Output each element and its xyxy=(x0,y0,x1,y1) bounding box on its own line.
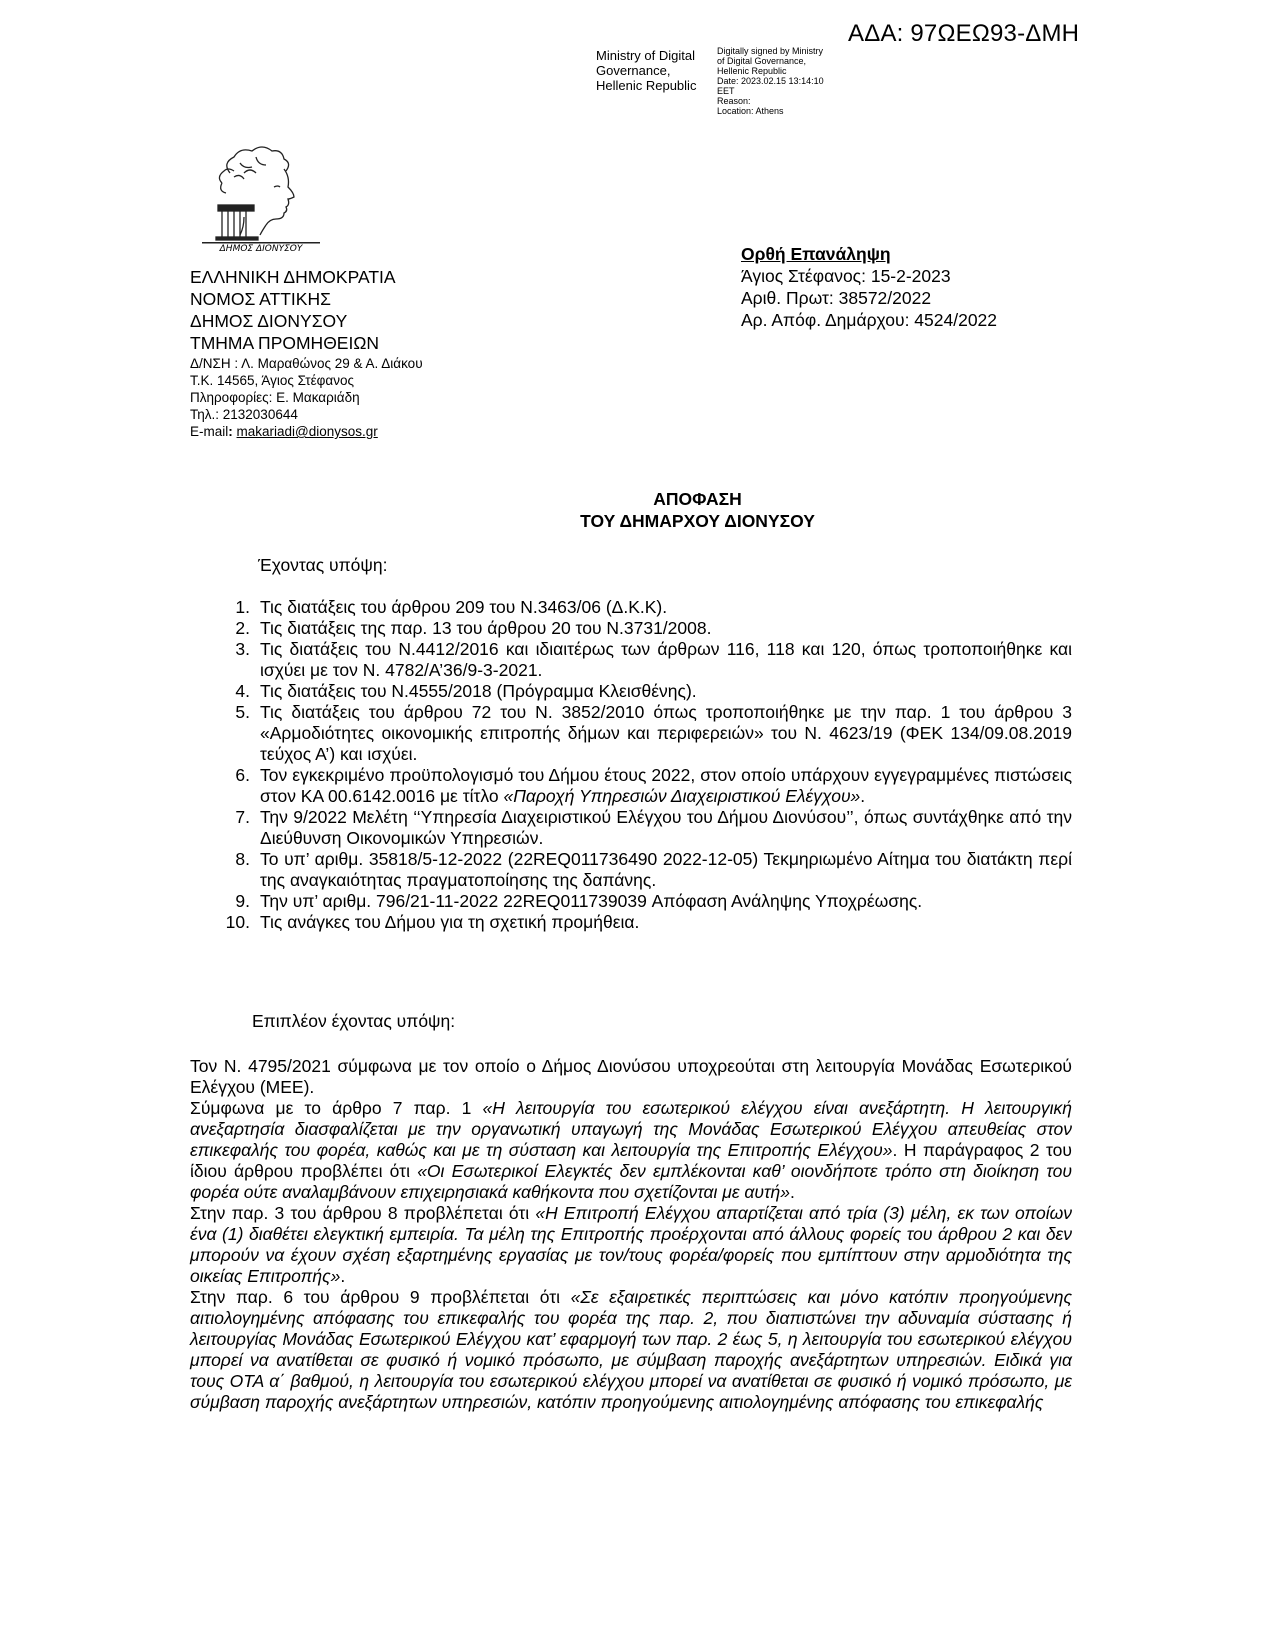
item-text: Τις διατάξεις της παρ. 13 του άρθρου 20 του Ν.3731/2008. xyxy=(260,618,712,638)
issuer-line: ΤΜΗΜΑ ΠΡΟΜΗΘΕΙΩΝ xyxy=(190,333,380,353)
email-line xyxy=(190,423,423,440)
issuer-header xyxy=(190,266,396,354)
quoted-law: «Η λειτουργία του εσωτερικού ελέγχου είναι ανεξάρτητη. Η λειτουργική ανεξαρτησία διασφαλίζεται με την οργανωτική υπαγωγή της Μονάδας Εσωτερικού Ελέγχου απευθείας στον επικεφαλής του φορέα, καθώς και με τη σύσταση και λειτουργία της Επιτροπής Ελέγχου» xyxy=(190,1098,1072,1160)
paragraph-text: Σύμφωνα με το άρθρο 7 παρ. 1 xyxy=(190,1098,483,1118)
list-item xyxy=(218,702,1072,765)
item-number: 9. xyxy=(235,891,250,911)
email-link[interactable]: makariadi@dionysos.gr xyxy=(236,424,378,439)
paragraph-text: . xyxy=(340,1266,346,1286)
item-text: Την υπ’ αριθμ. 796/21-11-2022 22REQ011739039 Απόφαση Ανάληψης Υποχρέωσης. xyxy=(260,891,923,911)
item-text: Τις διατάξεις του άρθρου 72 του Ν. 3852/2010 όπως τροποποιήθηκε με την παρ. 1 του άρθρου 3 «Αρμοδιότητες οικονομικής επιτροπής δήμων και περιφερειών» του Ν. 4623/19 (ΦΕΚ 134/09.08.2019 τεύχος Α’) και ισχύει. xyxy=(260,702,1072,764)
list-item xyxy=(218,681,1072,702)
item-number: 6. xyxy=(235,765,250,785)
list-item xyxy=(218,849,1072,891)
title-line: ΤΟΥ ΔΗΜΑΡΧΟΥ ΔΙΟΝΥΣΟΥ xyxy=(580,511,815,531)
item-text-plain: Τον εγκεκριμένο προϋπολογισμό του Δήμου έτους 2022, στον οποίο υπάρχουν εγγεγραμμένες πιστώσεις στον ΚΑ 00.6142.0016 με τίτλο xyxy=(260,765,1072,806)
signature-detail-line: EET xyxy=(717,86,735,96)
item-number: 8. xyxy=(235,849,250,869)
list-item xyxy=(218,891,1072,912)
item-text: Τις διατάξεις του άρθρου 209 του Ν.3463/06 (Δ.Κ.Κ). xyxy=(260,597,668,617)
address: Δ/ΝΣΗ : Λ. Μαραθώνος 29 & Α. Διάκου xyxy=(190,356,423,371)
item-text: Το υπ’ αριθμ. 35818/5-12-2022 (22REQ011736490 2022-12-05) Τεκμηριωμένο Αίτημα του διατάκτη περί της αναγκαιότητας πραγματοποίησης της δαπάνης. xyxy=(260,849,1072,890)
signature-org-line: Hellenic Republic xyxy=(596,78,697,93)
signature-detail-line: Reason: xyxy=(717,96,751,106)
signature-org-line: Governance, xyxy=(596,63,671,78)
budget-title: «Παροχή Υπηρεσιών Διαχειριστικού Ελέγχου» xyxy=(503,786,861,806)
item-text xyxy=(260,765,1072,807)
signature-detail-line: of Digital Governance, xyxy=(717,56,807,66)
signature-detail-line: Digitally signed by Ministry xyxy=(717,46,824,56)
dionysos-head-icon xyxy=(200,143,322,253)
body-text xyxy=(190,1056,1072,1413)
list-item xyxy=(218,765,1072,807)
paragraph-text: . Η παράγραφος 2 του ίδιου άρθρου προβλέπει ότι xyxy=(190,1140,1072,1181)
item-number: 7. xyxy=(235,807,250,827)
item-number: 5. xyxy=(235,702,250,722)
item-text: Τις διατάξεις του Ν.4555/2018 (Πρόγραμμα Κλεισθένης). xyxy=(260,681,697,701)
protocol-number: Αριθ. Πρωτ: 38572/2022 xyxy=(741,288,932,308)
item-number: 4. xyxy=(235,681,250,701)
logo-caption: ΔΗΜΟΣ ΔΙΟΝΥΣΟΥ xyxy=(219,244,303,253)
decision-number: Αρ. Απόφ. Δημάρχου: 4524/2022 xyxy=(741,310,998,330)
signature-org-line: Ministry of Digital xyxy=(596,48,695,63)
quoted-law: «Σε εξαιρετικές περιπτώσεις και μόνο κατόπιν προηγούμενης αιτιολογημένης απόφασης του επικεφαλής του φορέα της παρ. 2, που διαπιστώνει την αδυναμία σύστασης ή λειτουργίας Μονάδας Εσωτερικού Ελέγχου κατ’ εφαρμογή των παρ. 2 έως 5, η λειτουργία του εσωτερικού ελέγχου μπορεί να ανατίθεται σε φυσικό ή νομικό πρόσωπο, με σύμβαση παροχής ανεξάρτητων υπηρεσιών. Ειδικά για τους ΟΤΑ α΄ βαθμού, η λειτουργία του εσωτερικού ελέγχου μπορεί να ανατίθεται σε φυσικό ή νομικό πρόσωπο, με σύμβαση παροχής ανεξάρτητων υπηρεσιών, κατόπιν προηγούμενης αιτιολογημένης απόφασης του επικεφαλής xyxy=(190,1287,1072,1412)
phone: Τηλ.: 2132030644 xyxy=(190,407,298,422)
item-number: 3. xyxy=(235,639,250,659)
municipality-logo xyxy=(200,143,322,253)
paragraph-text: Στην παρ. 6 του άρθρου 9 προβλέπεται ότι xyxy=(190,1287,571,1307)
email-colon: : xyxy=(228,424,233,439)
paragraph xyxy=(190,1287,1072,1413)
considerations-intro: Έχοντας υπόψη: xyxy=(258,555,388,575)
item-text-end: . xyxy=(860,786,866,806)
paragraph xyxy=(190,1203,1072,1287)
item-number: 2. xyxy=(235,618,250,638)
issuer-line: ΝΟΜΟΣ ΑΤΤΙΚΗΣ xyxy=(190,289,331,309)
item-text: Τις ανάγκες του Δήμου για τη σχετική προμήθεια. xyxy=(260,912,640,932)
considerations-list xyxy=(218,597,1072,933)
correction-label: Ορθή Επανάληψη xyxy=(741,244,891,264)
signature-details xyxy=(717,46,824,116)
list-item xyxy=(218,807,1072,849)
paragraph: Τον Ν. 4795/2021 σύμφωνα με τον οποίο ο Δήμος Διονύσου υποχρεούται στη λειτουργία Μονάδας Εσωτερικού Ελέγχου (ΜΕΕ). xyxy=(190,1056,1072,1097)
signature-detail-line: Date: 2023.02.15 13:14:10 xyxy=(717,76,824,86)
additional-intro: Επιπλέον έχοντας υπόψη: xyxy=(252,1011,456,1031)
contact-person: Πληροφορίες: Ε. Μακαριάδη xyxy=(190,390,360,405)
postal-code: Τ.Κ. 14565, Άγιος Στέφανος xyxy=(190,373,354,388)
signature-detail-line: Location: Athens xyxy=(717,106,784,116)
email-label: E-mail xyxy=(190,424,229,439)
quoted-law: «Οι Εσωτερικοί Ελεγκτές δεν εμπλέκονται καθ’ οιονδήποτε τρόπο στη διοίκηση του φορέα ούτε αναλαμβάνουν επιχειρησιακά καθήκοντα που σχετίζονται με αυτή» xyxy=(190,1161,1073,1202)
list-item xyxy=(218,639,1072,681)
paragraph-text: Στην παρ. 3 του άρθρου 8 προβλέπεται ότι xyxy=(190,1203,536,1223)
list-item xyxy=(218,912,1072,933)
title-line: ΑΠΟΦΑΣΗ xyxy=(653,489,742,509)
place-date: Άγιος Στέφανος: 15-2-2023 xyxy=(741,266,951,286)
contact-block xyxy=(190,355,423,440)
document-title xyxy=(190,488,1205,532)
list-item xyxy=(218,597,1072,618)
paragraph xyxy=(190,1098,1072,1203)
ada-code: ΑΔΑ: 97ΩΕΩ93-ΔΜΗ xyxy=(848,20,1080,47)
quoted-law: «Η Επιτροπή Ελέγχου απαρτίζεται από τρία (3) μέλη, εκ των οποίων ένα (1) διαθέτει ελεγκτική εμπειρία. Τα μέλη της Επιτροπής προέρχονται από άλλους φορείς του άρθρου 2 και δεν μπορούν να έχουν σχέση εξαρτημένης εργασίας με τον/τους φορέα/φορείς που εμπίπτουν στην αρμοδιότητα της οικείας Επιτροπής» xyxy=(190,1203,1072,1286)
item-text: Τις διατάξεις του Ν.4412/2016 και ιδιαιτέρως των άρθρων 116, 118 και 120, όπως τροποποιήθηκε και ισχύει με τον Ν. 4782/Α’36/9-3-2021. xyxy=(260,639,1072,680)
issuer-line: ΕΛΛΗΝΙΚΗ ΔΗΜΟΚΡΑΤΙΑ xyxy=(190,267,396,287)
issuer-line: ΔΗΜΟΣ ΔΙΟΝΥΣΟΥ xyxy=(190,311,348,331)
document-reference xyxy=(741,243,997,331)
list-item xyxy=(218,618,1072,639)
paragraph-text: . xyxy=(789,1182,795,1202)
signature-detail-line: Hellenic Republic xyxy=(717,66,787,76)
item-number: 1. xyxy=(235,597,250,617)
item-number: 10. xyxy=(225,912,250,932)
signature-organization xyxy=(596,48,696,93)
item-text: Την 9/2022 Μελέτη ‘‘Υπηρεσία Διαχειριστικού Ελέγχου του Δήμου Διονύσου’’, όπως συντάχθηκε από την Διεύθυνση Οικονομικών Υπηρεσιών. xyxy=(260,807,1072,848)
